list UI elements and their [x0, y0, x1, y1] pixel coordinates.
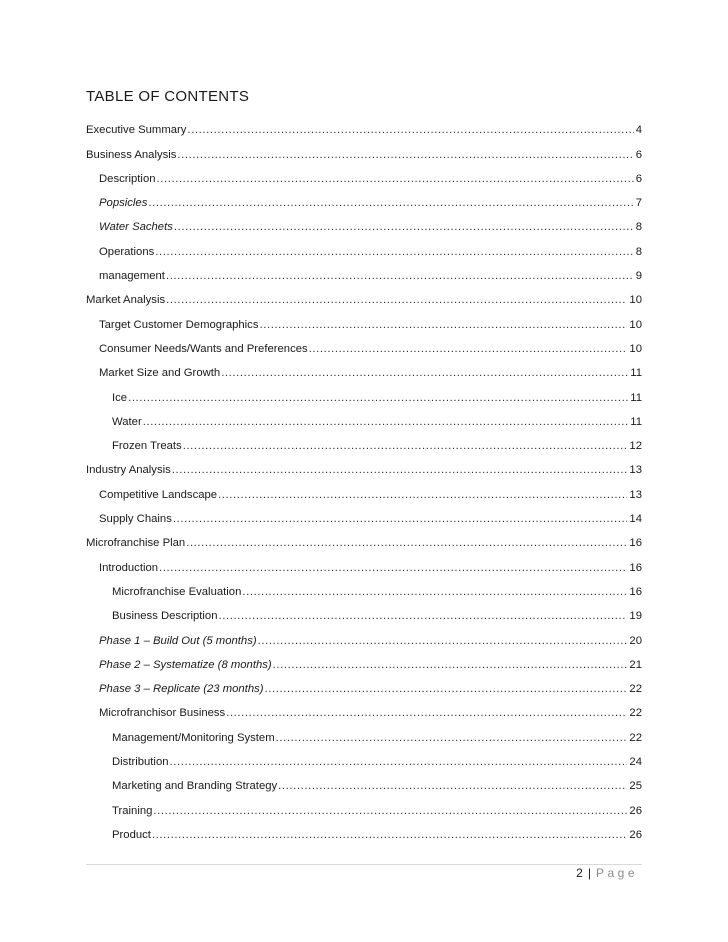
toc-entry[interactable] — [86, 113, 642, 137]
toc-dot-leader — [170, 755, 628, 769]
toc-heading — [86, 88, 249, 105]
toc-dot-leader — [276, 731, 628, 745]
toc-heading-rest: ABLE OF CONTENTS — [94, 88, 250, 105]
toc-entry-page-number: 22 — [629, 683, 642, 696]
toc-dot-leader — [186, 536, 627, 550]
footer-divider — [86, 864, 642, 865]
toc-entry-label: Introduction — [99, 561, 159, 574]
footer-separator: | — [587, 866, 591, 880]
toc-entry-label: Market Analysis — [86, 294, 166, 307]
toc-entry[interactable] — [86, 234, 642, 258]
toc-entry-page-number: 24 — [629, 756, 642, 769]
toc-entry-label: Target Customer Demographics — [99, 318, 259, 331]
toc-entry[interactable] — [86, 745, 642, 769]
toc-entry-label: Microfranchise Plan — [86, 537, 186, 550]
toc-dot-leader — [265, 682, 628, 696]
toc-dot-leader — [187, 123, 633, 137]
toc-dot-leader — [221, 366, 628, 380]
toc-dot-leader — [166, 269, 634, 283]
toc-entry-label: Executive Summary — [86, 124, 187, 137]
toc-entry-page-number: 13 — [629, 488, 642, 501]
toc-entry-label: Water Sachets — [99, 221, 173, 234]
toc-entry-label: Supply Chains — [99, 513, 172, 526]
toc-entry-label: Market Size and Growth — [99, 367, 221, 380]
toc-dot-leader — [259, 318, 627, 332]
toc-entry-page-number: 7 — [635, 197, 642, 210]
page-footer — [576, 866, 638, 880]
toc-entry-page-number: 22 — [629, 707, 642, 720]
toc-entry[interactable] — [86, 137, 642, 161]
toc-entry[interactable] — [86, 550, 642, 574]
toc-entry[interactable] — [86, 623, 642, 647]
toc-entry[interactable] — [86, 283, 642, 307]
toc-entry[interactable] — [86, 502, 642, 526]
toc-entry-label: Business Description — [112, 610, 218, 623]
toc-entry[interactable] — [86, 259, 642, 283]
toc-entry-label: Ice — [112, 391, 128, 404]
toc-entry-label: Phase 2 – Systematize (8 months) — [99, 658, 272, 671]
toc-entry-page-number: 9 — [635, 270, 642, 283]
footer-page-number: 2 — [576, 866, 583, 880]
toc-entry-label: Operations — [99, 245, 155, 258]
toc-entry-page-number: 10 — [629, 294, 642, 307]
toc-entry-page-number: 19 — [629, 610, 642, 623]
toc-entry[interactable] — [86, 186, 642, 210]
toc-entry[interactable] — [86, 477, 642, 501]
toc-entry-label: Description — [99, 172, 156, 185]
toc-entry-page-number: 8 — [635, 221, 642, 234]
toc-entry-label: Microfranchise Evaluation — [112, 585, 242, 598]
toc-entry-label: Distribution — [112, 756, 169, 769]
toc-entry-page-number: 22 — [629, 731, 642, 744]
toc-entry-page-number: 12 — [629, 440, 642, 453]
toc-entry[interactable] — [86, 599, 642, 623]
toc-entry[interactable] — [86, 575, 642, 599]
toc-entry[interactable] — [86, 356, 642, 380]
toc-entry-page-number: 25 — [629, 780, 642, 793]
toc-entry-label: Competitive Landscape — [99, 488, 218, 501]
toc-dot-leader — [218, 609, 627, 623]
toc-entry-label: Popsicles — [99, 197, 148, 210]
toc-entry-page-number: 20 — [629, 634, 642, 647]
toc-entry[interactable] — [86, 429, 642, 453]
toc-dot-leader — [226, 706, 627, 720]
toc-entry-page-number: 26 — [629, 828, 642, 841]
toc-entry-label: Product — [112, 828, 151, 841]
toc-dot-leader — [273, 658, 628, 672]
toc-dot-leader — [258, 634, 628, 648]
toc-dot-leader — [143, 415, 629, 429]
toc-dot-leader — [242, 585, 627, 599]
toc-dot-leader — [173, 512, 628, 526]
toc-entry[interactable] — [86, 453, 642, 477]
toc-dot-leader — [152, 828, 627, 842]
toc-dot-leader — [177, 148, 633, 162]
toc-entry-page-number: 10 — [629, 318, 642, 331]
toc-entry-label: management — [99, 270, 165, 283]
toc-entry-page-number: 21 — [629, 658, 642, 671]
toc-entry-label: Industry Analysis — [86, 464, 171, 477]
toc-dot-leader — [148, 196, 633, 210]
toc-dot-leader — [153, 804, 627, 818]
toc-entry-page-number: 4 — [635, 124, 642, 137]
toc-entry-page-number: 14 — [629, 513, 642, 526]
toc-entry-page-number: 26 — [629, 804, 642, 817]
toc-entry-page-number: 11 — [630, 367, 642, 380]
toc-entry[interactable] — [86, 818, 642, 842]
toc-entry-page-number: 8 — [635, 245, 642, 258]
toc-dot-leader — [183, 439, 628, 453]
toc-entry-page-number: 11 — [630, 415, 642, 428]
toc-entry[interactable] — [86, 526, 642, 550]
toc-entry-label: Frozen Treats — [112, 440, 182, 453]
toc-heading-initial: T — [86, 88, 95, 105]
toc-entry[interactable] — [86, 696, 642, 720]
toc-dot-leader — [157, 172, 634, 186]
toc-entry[interactable] — [86, 672, 642, 696]
toc-entry-label: Business Analysis — [86, 148, 177, 161]
toc-dot-leader — [309, 342, 628, 356]
toc-entry[interactable] — [86, 380, 642, 404]
toc-entry[interactable] — [86, 793, 642, 817]
toc-entry-label: Phase 1 – Build Out (5 months) — [99, 634, 257, 647]
footer-page-word: Page — [595, 866, 638, 880]
toc-entry[interactable] — [86, 648, 642, 672]
toc-entry[interactable] — [86, 769, 642, 793]
toc-entry-label: Microfranchisor Business — [99, 707, 226, 720]
toc-entry[interactable] — [86, 162, 642, 186]
toc-entry[interactable] — [86, 307, 642, 331]
toc-entry-page-number: 13 — [629, 464, 642, 477]
toc-entry-page-number: 6 — [635, 172, 642, 185]
toc-dot-leader — [155, 245, 633, 259]
toc-entry-label: Training — [112, 804, 153, 817]
toc-entry-page-number: 11 — [630, 391, 642, 404]
toc-entry-label: Management/Monitoring System — [112, 731, 275, 744]
toc-dot-leader — [278, 779, 627, 793]
toc-entry-page-number: 10 — [629, 342, 642, 355]
toc-dot-leader — [128, 391, 628, 405]
toc-entry-page-number: 16 — [629, 561, 642, 574]
toc-dot-leader — [172, 463, 628, 477]
toc-entry-page-number: 6 — [635, 148, 642, 161]
toc-entry-label: Water — [112, 415, 142, 428]
toc-entry-label: Phase 3 – Replicate (23 months) — [99, 683, 264, 696]
toc-dot-leader — [159, 561, 627, 575]
toc-entry[interactable] — [86, 405, 642, 429]
toc-entry-label: Marketing and Branding Strategy — [112, 780, 278, 793]
toc-dot-leader — [166, 293, 627, 307]
toc-dot-leader — [174, 220, 634, 234]
toc-entry[interactable] — [86, 720, 642, 744]
toc-entry[interactable] — [86, 332, 642, 356]
toc-entry-page-number: 16 — [629, 537, 642, 550]
toc-list — [86, 113, 642, 842]
toc-dot-leader — [218, 488, 627, 502]
toc-entry-page-number: 16 — [629, 585, 642, 598]
toc-entry[interactable] — [86, 210, 642, 234]
toc-entry-label: Consumer Needs/Wants and Preferences — [99, 342, 308, 355]
